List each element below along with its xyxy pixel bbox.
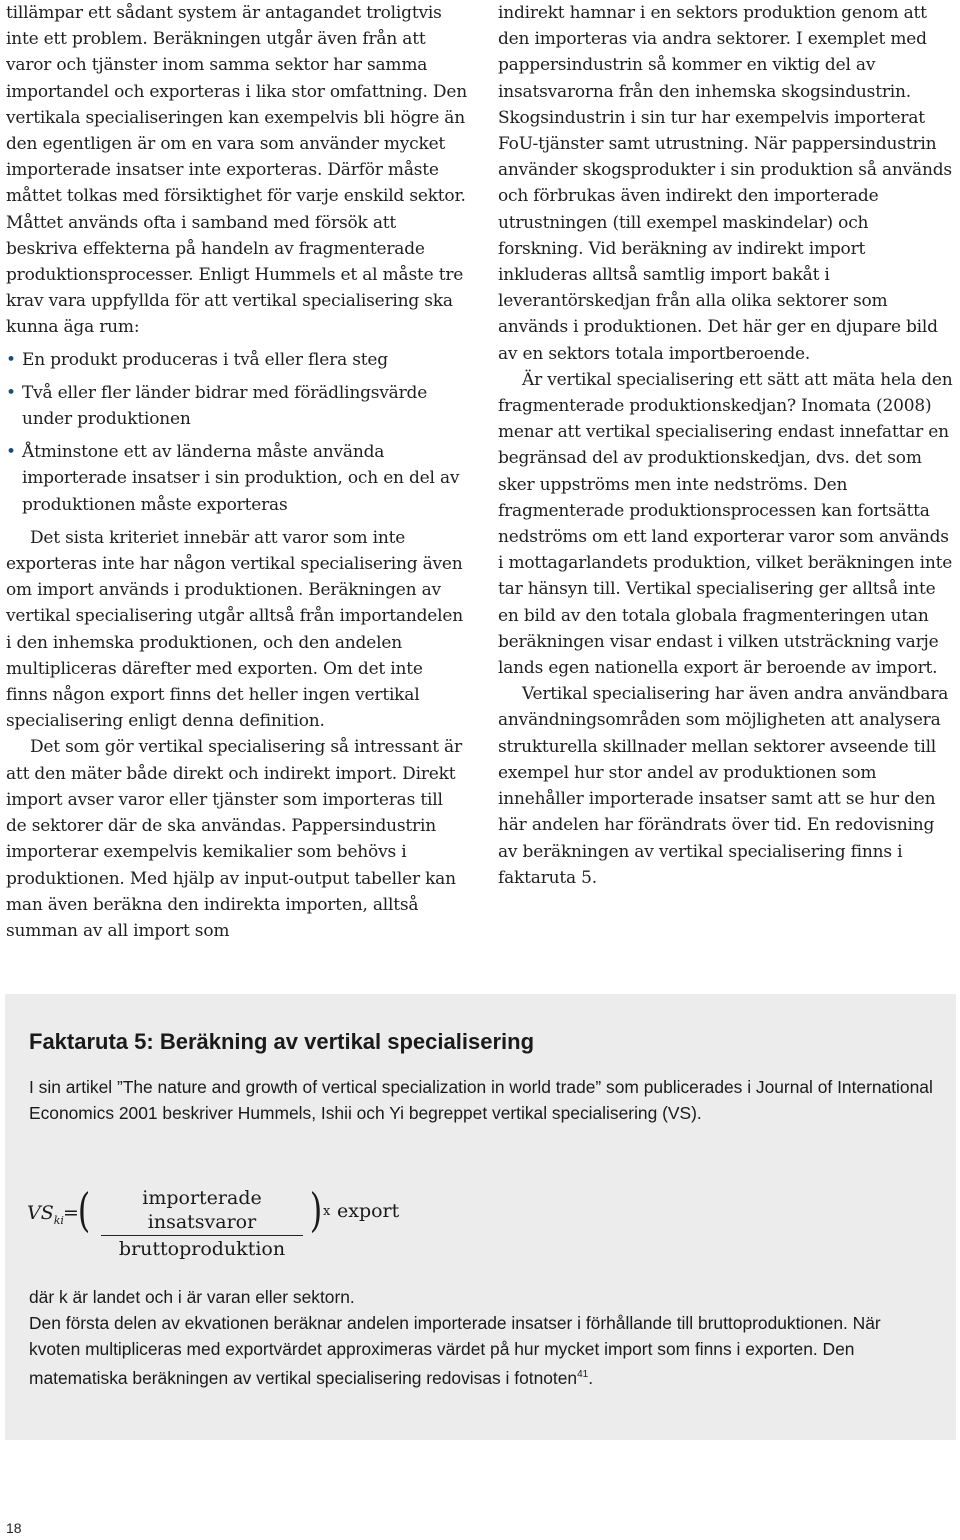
requirements-list	[6, 347, 468, 518]
list-item: • Åtminstone ett av länderna måste använda importerade insatser i sin produktion, och en del av produktionen måste exporteras	[6, 439, 468, 518]
body-paragraph: Vertikal specialisering har även andra användbara användningsområden som möjligheten att analysera strukturella skillnader mellan sektorer avseende till exempel hur stor andel av produktionen som innehåller importerade insatser samt att se hur den här andelen har förändrats över tid. En redovisning av beräkningen av vertikal specialisering finns i faktaruta 5.	[498, 684, 949, 888]
fact-box-note: Den första delen av ekvationen beräknar andelen importerade insatser i förhållande till bruttoproduktionen. När kvoten multipliceras med exportvärdet approximeras värdet på hur mycket import som finns i exporten. Den matematiska beräkningen av vertikal specialisering redovisas i fotnoten$^{41}$.	[29, 1313, 881, 1388]
fraction-bar	[101, 1235, 303, 1236]
fact-box	[5, 994, 956, 1440]
formula-rhs: export	[337, 1200, 400, 1222]
right-column	[498, 0, 958, 891]
formula-lhs: $VS_{ki}$	[27, 1202, 64, 1227]
list-item: • Två eller fler länder bidrar med förädlingsvärde under produktionen	[6, 380, 468, 432]
vs-formula	[27, 1180, 527, 1260]
formula-equals: =	[63, 1202, 79, 1224]
formula-paren-open: (	[77, 1183, 91, 1237]
fact-box-note: där k är landet och i är varan eller sektorn.	[29, 1287, 355, 1307]
body-paragraph: Det som gör vertikal specialisering så intressant är att den mäter både direkt och indirekt import. Direkt import avser varor eller tjänster som importeras till de sektorer där de ska användas. Pappersindustrin importerar exempelvis kemikalier som behövs i produktionen. Med hjälp av input-output tabeller kan man även beräkna den indirekta importen, alltså summan av all import som	[6, 737, 462, 941]
body-paragraph: Det sista kriteriet innebär att varor som inte exporteras inte har någon vertikal specialisering även om import används i produktionen. Beräkningen av vertikal specialisering utgår alltså från importandelen i den inhemska produktionen, och den andelen multipliceras därefter med exporten. Om det inte finns någon export finns det heller ingen vertikal specialisering enligt denna definition.	[6, 527, 463, 732]
formula-times: x	[323, 1204, 331, 1219]
formula-fraction	[95, 1186, 309, 1261]
formula-subscript: ki	[53, 1213, 64, 1227]
fact-box-notes	[29, 1284, 934, 1391]
body-paragraph: tillämpar ett sådant system är antagandet troligtvis inte ett problem. Beräkningen utgår även från att varor och tjänster inom samma sektor har samma importandel och exporteras i lika stor omfattning. Den vertikala specialiseringen kan exempelvis bli högre än den egentligen är om en vara som använder mycket importerade insatser inte exporteras. Därför måste måttet tolkas med försiktighet för varje enskild sektor. Måttet används ofta i samband med försök att beskriva effekterna på handeln av fragmenterade produktionsprocesser. Enligt Hummels et al måste tre krav vara uppfyllda för att vertikal specialisering ska kunna äga rum:	[6, 3, 467, 338]
formula-numerator: importerade insatsvaror	[142, 1187, 262, 1233]
fact-box-intro: I sin artikel ”The nature and growth of vertical specialization in world trade” som publicerades i Journal of International Economics 2001 beskriver Hummels, Ishii och Yi begreppet vertikal specialisering (VS).	[29, 1077, 933, 1123]
body-paragraph: indirekt hamnar i en sektors produktion genom att den importeras via andra sektorer. I exemplet med pappersindustrin så kommer en viktig del av insatsvarorna från den inhemska skogsindustrin. Skogsindustrin i sin tur har exempelvis importerat FoU-tjänster samt utrustning. När pappersindustrin använder skogsprodukter i sin produktion så används och förbrukas även indirekt den importerade utrustningen (till exempel maskindelar) och forskning. Vid beräkning av indirekt import inkluderas alltså samtlig import bakåt i leverantörskedjan från alla olika sektorer som används i produktionen. Det här ger en djupare bild av en sektors totala importberoende.	[498, 3, 952, 364]
formula-denominator: bruttoproduktion	[118, 1238, 286, 1260]
fact-box-title: Faktaruta 5: Beräkning av vertikal specialisering	[29, 1029, 535, 1054]
list-item: • En produkt produceras i två eller flera steg	[6, 347, 468, 373]
page-number: 18	[6, 1520, 22, 1536]
formula-paren-close: )	[309, 1183, 323, 1237]
body-paragraph: Är vertikal specialisering ett sätt att mäta hela den fragmenterade produktionskedjan? Inomata (2008) menar att vertikal specialisering endast innefattar en begränsad del av produktionskedjan, dvs. det som sker uppströms men inte nedströms. Den fragmenterade produktionsprocessen kan fortsätta nedströms om ett land exporterar varor som används i mottagarlandets produktion, vilket beräkningen inte tar hänsyn till. Vertikal specialisering ger alltså inte en bild av den totala globala fragmenteringen utan beräkningen visar endast i vilken utsträckning varje lands egen nationella export är beroende av import.	[498, 369, 953, 679]
footnote-ref[interactable]: 41	[577, 1369, 589, 1380]
left-column	[6, 0, 468, 944]
